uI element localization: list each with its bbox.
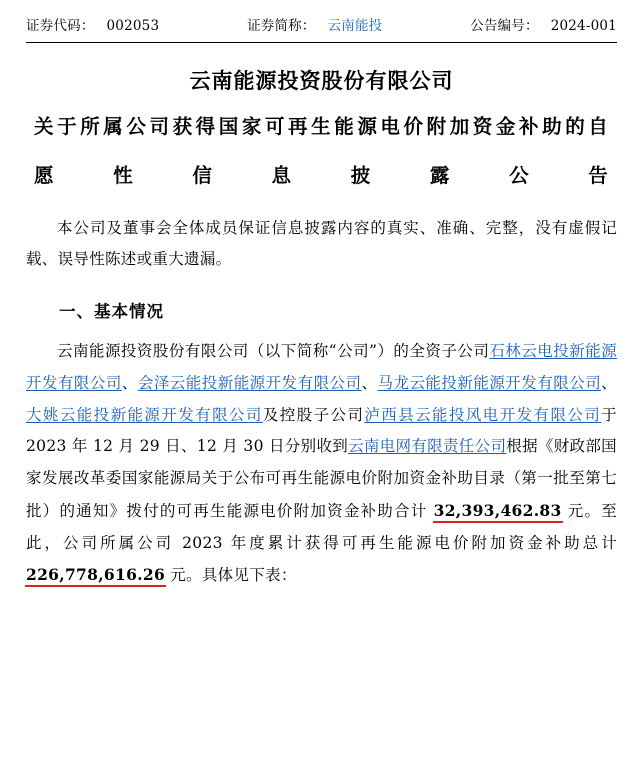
company-link-luxi[interactable]: 泸西县云能投风电开发有限公司 [364,405,602,424]
header-field-security-name [247,14,382,34]
company-link-shilin[interactable]: 石林云电投新能源开发有限公司 [26,342,617,392]
paragraph-text-3: 于 2023 年 12 月 29 日、12 月 30 日分别收到 [26,405,618,456]
company-title: 云南能源投资股份有限公司 [189,68,454,93]
announcement-title-line-2: 愿性信息披露公告 [34,163,609,187]
paragraph-text-4: 根据《财政部国家发展改革委国家能源局关于公布可再生能源电价附加资金补助目录（第一批至第七批）的通知》拨付的可再生能源电价附加资金补助合计 [26,437,617,520]
company-link-huize[interactable]: 会泽云能投新能源开发有限公司 [137,373,362,392]
subsidy-amount-2023-total: 226,778,616.26 [26,565,166,585]
paragraph-text-5: 元。至此，公司所属公司 2023 年度累计获得可再生能源电价附加资金补助总计 [26,501,617,552]
subsidy-amount-2023-batch: 32,393,462.83 [433,500,562,520]
title-block [26,65,617,195]
header-field-announcement-number [470,14,617,34]
company-link-yunnan-power-grid[interactable]: 云南电网有限责任公司 [348,437,507,456]
announcement-number-value: 2024-001 [550,18,617,34]
header-divider [26,42,617,43]
paragraph-sep-2: 、 [361,373,378,392]
header-field-security-code [26,14,159,34]
company-link-malong[interactable]: 马龙云能投新能源开发有限公司 [377,373,602,392]
paragraph-sep-3: 、 [601,373,617,392]
announcement-number-label: 公告编号： [470,18,539,34]
security-name-label: 证券简称： [247,18,316,34]
paragraph-text-6: 元。具体见下表： [170,566,297,585]
section-heading-basic-situation: 一、基本情况 [59,302,164,322]
paragraph-text-1: 云南能源投资股份有限公司（以下简称“公司”）的全资子公司 [57,342,490,361]
company-link-dayao[interactable]: 大姚云能投新能源开发有限公司 [26,405,263,424]
responsibility-statement: 本公司及董事会全体成员保证信息披露内容的真实、准确、完整，没有虚假记载、误导性陈述或重大遗漏。 [26,218,617,269]
announcement-title-line-1: 关于所属公司获得国家可再生能源电价附加资金补助的自 [34,114,609,138]
document-header [26,0,617,34]
security-code-label: 证券代码： [26,18,95,34]
basic-situation-paragraph [26,336,617,592]
security-name-value[interactable]: 云南能投 [327,18,383,34]
paragraph-text-2: 及控股子公司 [262,405,365,424]
security-code-value: 002053 [106,18,160,34]
paragraph-sep-1: 、 [121,373,138,392]
